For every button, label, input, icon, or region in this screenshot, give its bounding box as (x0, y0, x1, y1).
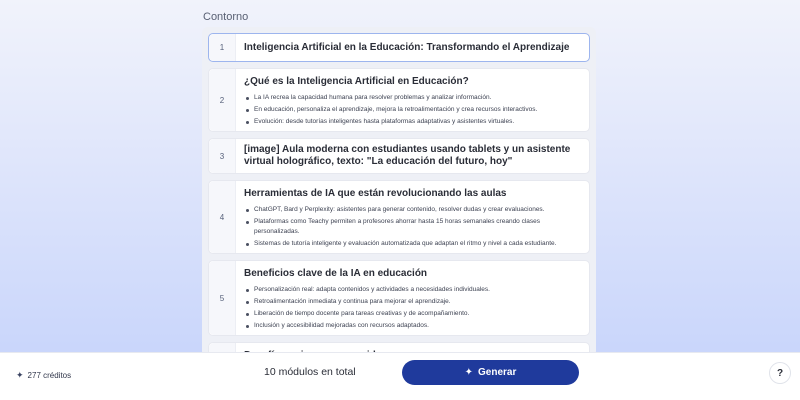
credits-indicator[interactable] (16, 370, 71, 381)
bullet-item[interactable]: Personalización real: adapta contenidos y actividades a necesidades individuales. (244, 285, 581, 295)
module-title[interactable]: Inteligencia Artificial en la Educación: Transformando el Aprendizaje (244, 42, 570, 53)
outline-panel[interactable] (202, 27, 596, 357)
bullet-item[interactable]: ChatGPT, Bard y Perplexity: asistentes para generar contenido, resolver dudas y crear evaluaciones. (244, 205, 581, 215)
bullet-item[interactable]: En educación, personaliza el aprendizaje, mejora la retroalimentación y crea recursos interactivos. (244, 105, 581, 115)
module-title[interactable]: [image] Aula moderna con estudiantes usando tablets y un asistente virtual holográfico, texto: "La educación del futuro, hoy" (244, 144, 571, 167)
credits-label: 277 créditos (27, 371, 72, 380)
module-title[interactable]: ¿Qué es la Inteligencia Artificial en Educación? (244, 76, 469, 87)
module-number: 2 (209, 69, 236, 131)
module-body (236, 139, 589, 173)
module-number: 3 (209, 139, 236, 173)
module-body (236, 261, 589, 335)
module-card[interactable] (208, 260, 590, 336)
bullet-item[interactable]: Evolución: desde tutorías inteligentes hasta plataformas adaptativas y asistentes virtuales. (244, 117, 581, 127)
bullet-item[interactable]: Sistemas de tutoría inteligente y evaluación automatizada que adaptan el ritmo y nivel a cada estudiante. (244, 239, 581, 249)
module-number: 4 (209, 181, 236, 253)
modules-total: 10 módulos en total (264, 366, 356, 378)
module-title[interactable]: Beneficios clave de la IA en educación (244, 268, 428, 279)
module-number: 1 (209, 34, 236, 61)
module-bullets (244, 285, 581, 331)
module-title[interactable]: Herramientas de IA que están revolucionando las aulas (244, 188, 507, 199)
generate-label: Generar (478, 367, 517, 378)
help-button[interactable]: ? (769, 362, 791, 384)
generate-button[interactable] (402, 360, 579, 385)
outline-section-title: Contorno (203, 11, 249, 23)
bullet-item[interactable]: Liberación de tiempo docente para tareas creativas y de acompañamiento. (244, 309, 581, 319)
bullet-item[interactable]: La IA recrea la capacidad humana para resolver problemas y analizar información. (244, 93, 581, 103)
module-card[interactable] (208, 180, 590, 254)
module-body (236, 34, 589, 61)
module-body (236, 69, 589, 131)
module-card[interactable] (208, 33, 590, 62)
bottom-bar (0, 352, 800, 400)
bullet-item[interactable]: Inclusión y accesibilidad mejoradas con recursos adaptados. (244, 321, 581, 331)
sparkle-icon: ✦ (16, 370, 24, 380)
bullet-item[interactable]: Plataformas como Teachy permiten a profesores ahorrar hasta 15 horas semanales creando clases personalizadas. (244, 217, 581, 237)
bullet-item[interactable]: Retroalimentación inmediata y continua para mejorar el aprendizaje. (244, 297, 581, 307)
module-body (236, 181, 589, 253)
sparkle-icon: ✦ (464, 367, 474, 378)
module-number: 5 (209, 261, 236, 335)
module-bullets (244, 93, 581, 127)
module-card[interactable] (208, 68, 590, 132)
module-card[interactable] (208, 138, 590, 174)
module-bullets (244, 205, 581, 249)
